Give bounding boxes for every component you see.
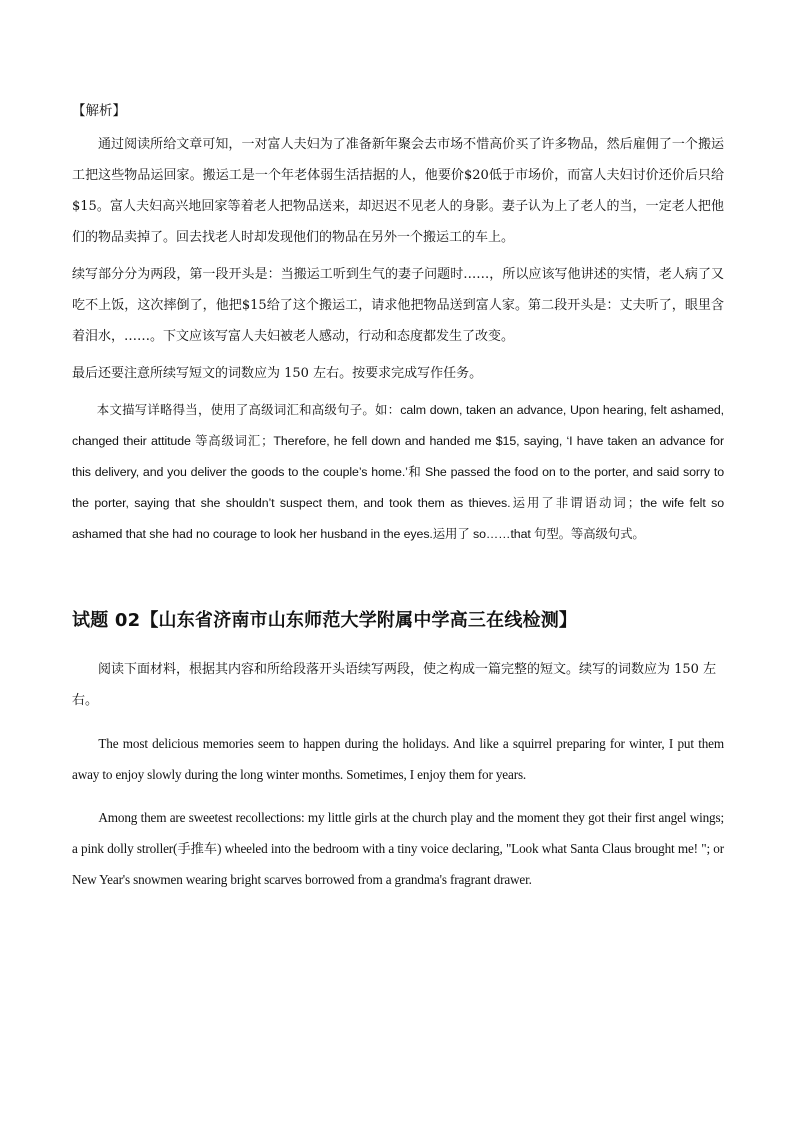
analysis-paragraph-structure: 续写部分分为两段，第一段开头是：当搬运工听到生气的妻子问题时……，所以应该写他讲述的实情，老人病了又吃不上饭，这次摔倒了，他把$15给了这个搬运工，请求他把物品送到富人家。第二段开头是：丈夫听了，眼里含着泪水，……。下文应该写富人夫妇被老人感动，行动和态度都发生了改变。 [72,267,724,344]
analysis-paragraph-wordcount: 最后还要注意所续写短文的词数应为 150 左右。按要求完成写作任务。 [72,366,483,381]
analysis-heading: 【解析】 [72,103,126,119]
question-title: 试题 02【山东省济南市山东师范大学附属中学高三在线检测】 [72,610,578,631]
story-paragraph-1: The most delicious memories seem to happen during the holidays. And like a squirrel preparing for winter, I put them away to enjoy slowly during the long winter months. Sometimes, I enjoy them for years. [72,736,724,782]
story-paragraph-2: Among them are sweetest recollections: my little girls at the church play and the moment they got their first angel wings; a pink dolly stroller(手推车) wheeled into the bedroom with a tiny voice declaring, "Look what Santa Claus brought me! "; or New Year's snowmen wearing bright scarves borrowed from a grandma's fragrant drawer. [72,810,724,887]
document-page [72,96,724,907]
analysis-paragraph-summary: 通过阅读所给文章可知，一对富人夫妇为了准备新年聚会去市场不惜高价买了许多物品，然后雇佣了一个搬运工把这些物品运回家。搬运工是一个年老体弱生活拮据的人，他要价$20低于市场价，而富人夫妇讨价还价后只给$15。富人夫妇高兴地回家等着老人把物品送来，却迟迟不见老人的身影。妻子认为上了老人的当，一定老人把他们的物品卖掉了。回去找老人时却发现他们的物品在另外一个搬运工的车上。 [72,137,724,245]
question-instruction: 阅读下面材料，根据其内容和所给段落开头语续写两段，使之构成一篇完整的短文。续写的词数应为 150 左右。 [72,662,717,708]
analysis-paragraph-vocabulary: 本文描写详略得当，使用了高级词汇和高级句子。如：calm down, taken an advance, Upon hearing, felt ashamed, changed their attitude 等高级词汇；Therefore, he fell down and handed me $15, saying, ‘I have taken an advance for this delivery, and you deliver the goods to the couple’s home.’和 She passed the food on to the porter, and said sorry to the porter, saying that she shouldn’t suspect them, and took them as thieves.运用了非谓语动词；the wife felt so ashamed that she had no courage to look her husband in the eyes.运用了 so……that 句型。等高级句式。 [72,403,724,541]
